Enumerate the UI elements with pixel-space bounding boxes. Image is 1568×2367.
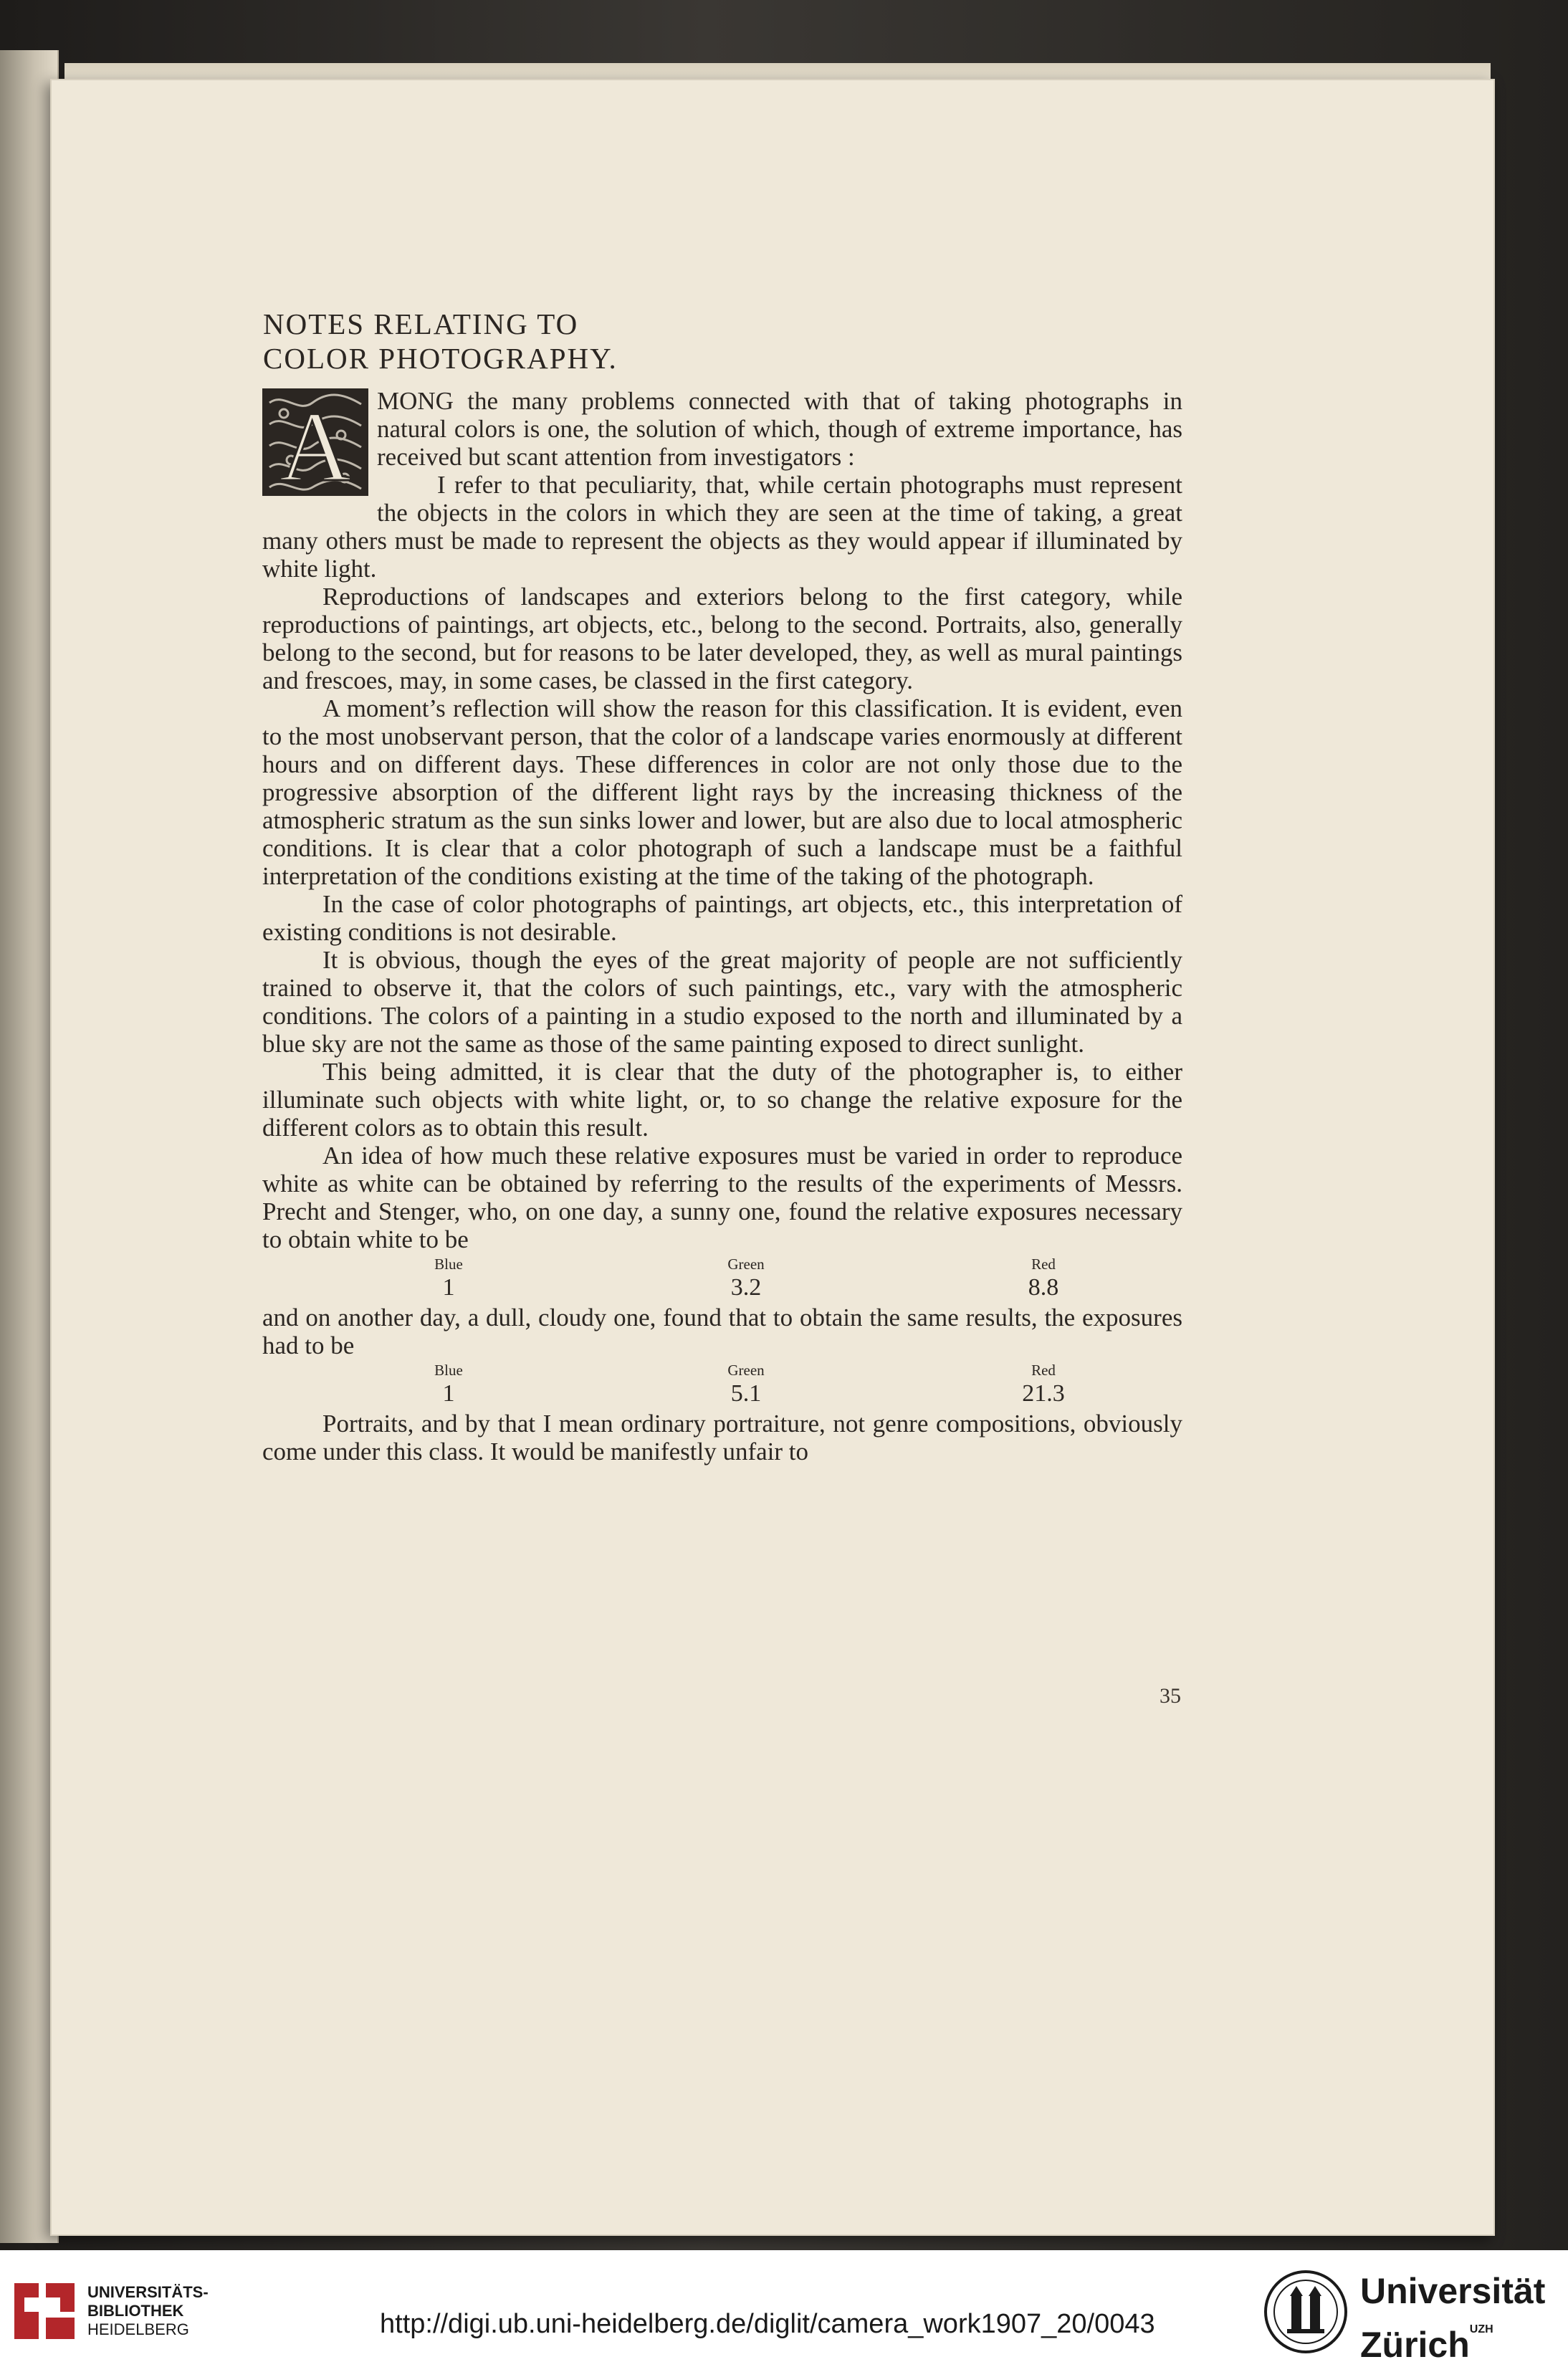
uzh-name (1360, 2272, 1545, 2364)
footer-bar (0, 2250, 1568, 2367)
heading-line-1: NOTES RELATING TO (263, 307, 579, 340)
table1-label-blue: Blue (434, 1256, 463, 1273)
table1-value-green: 3.2 (730, 1274, 762, 1301)
paragraph-1: MONG the many problems connected with that of taking photographs in natural colors is one, the solution of which, though of extreme importance, has received but scant attention from investigators : (377, 387, 1182, 471)
uzh-zurich: Zürich (1360, 2325, 1470, 2365)
exposure-table-sunny (377, 1255, 1115, 1302)
ub-heidelberg-name (87, 2283, 209, 2339)
paragraph-6: It is obvious, though the eyes of the great majority of people are not sufficiently trained to observe it, that the colors of such paintings, etc., vary with the atmospheric conditions. The colors of a painting in a studio exposed to the north and illuminated by a blue sky are not the same as those of the same painting exposed to direct sunlight. (262, 946, 1182, 1058)
paragraph-5: In the case of color photographs of paintings, art objects, etc., this interpretation of existing conditions is not desirable. (262, 890, 1182, 946)
table2-label-green: Green (727, 1362, 765, 1379)
paragraph-last: Portraits, and by that I mean ordinary portraiture, not genre compositions, obviously come under this class. It would be manifestly unfair to (262, 1410, 1182, 1465)
article-body (262, 387, 1182, 1465)
ub-line-3: HEIDELBERG (87, 2320, 189, 2338)
dropcap-ornament (262, 388, 368, 496)
paragraph-3: Reproductions of landscapes and exteriors belong to the first category, while reproductions of paintings, art objects, etc., belong to the second. Portraits, also, generally belong to the second, but for reasons to be later developed, they, as well as mural paintings and frescoes, may, in some cases, be classed in the first category. (262, 583, 1182, 694)
ub-line-2: BIBLIOTHEK (87, 2302, 184, 2320)
paragraph-8: An idea of how much these relative exposures must be varied in order to reproduce white as white can be obtained by referring to the results of the experiments of Messrs. Precht and Stenger, who, on one day, a sunny one, found the relative exposures necessary to obtain white to be (262, 1142, 1182, 1253)
table1-label-green: Green (727, 1256, 765, 1273)
table1-value-red: 8.8 (1028, 1274, 1059, 1301)
uzh-superscript: UZH (1469, 2323, 1493, 2335)
paragraph-2: I refer to that peculiarity, that, while certain photographs must represent the objects in the colors in which they are seen at the time of taking, a great many others must be made to represent the objects as they would appear if illuminated by white light. (262, 471, 1182, 583)
table2-value-blue: 1 (442, 1380, 455, 1407)
page-number: 35 (1160, 1684, 1181, 1708)
uzh-line-2 (1360, 2310, 1545, 2364)
table1-value-blue: 1 (442, 1274, 455, 1301)
paragraph-7: This being admitted, it is clear that the duty of the photographer is, to either illuminate such objects with white light, or, to so change the relative exposure for the different colors as to obtain this result. (262, 1058, 1182, 1142)
table2-label-blue: Blue (434, 1362, 463, 1379)
permalink-url[interactable]: http://digi.ub.uni-heidelberg.de/diglit/camera_work1907_20/0043 (380, 2309, 1155, 2339)
table2-value-green: 5.1 (730, 1380, 762, 1407)
table1-label-red: Red (1031, 1256, 1056, 1273)
paragraph-4: A moment’s reflection will show the reason for this classification. It is evident, even to the most unobservant person, that the color of a landscape varies enormously at different hours and on different days. These differences in color are not only those due to the progressive absorption of the different light rays by the increasing thickness of the atmospheric stratum as the sun sinks lower and lower, but are also due to local atmospheric conditions. It is clear that a color photograph of such a landscape must be a faithful interpretation of the conditions existing at the time of the taking of the photograph. (262, 694, 1182, 890)
article-heading (263, 307, 908, 376)
ub-line-1: UNIVERSITÄTS- (87, 2283, 209, 2301)
ub-heidelberg-logo-icon (10, 2276, 79, 2346)
dropcap-letter: A (279, 391, 352, 496)
table2-value-red: 21.3 (1022, 1380, 1065, 1407)
heading-line-2: COLOR PHOTOGRAPHY. (263, 342, 618, 376)
table2-label-red: Red (1031, 1362, 1056, 1379)
uzh-line-1: Universität (1360, 2271, 1546, 2311)
exposure-table-cloudy (377, 1361, 1115, 1408)
uzh-seal-icon (1263, 2269, 1349, 2355)
paragraph-between: and on another day, a dull, cloudy one, found that to obtain the same results, the exposures had to be (262, 1304, 1182, 1359)
